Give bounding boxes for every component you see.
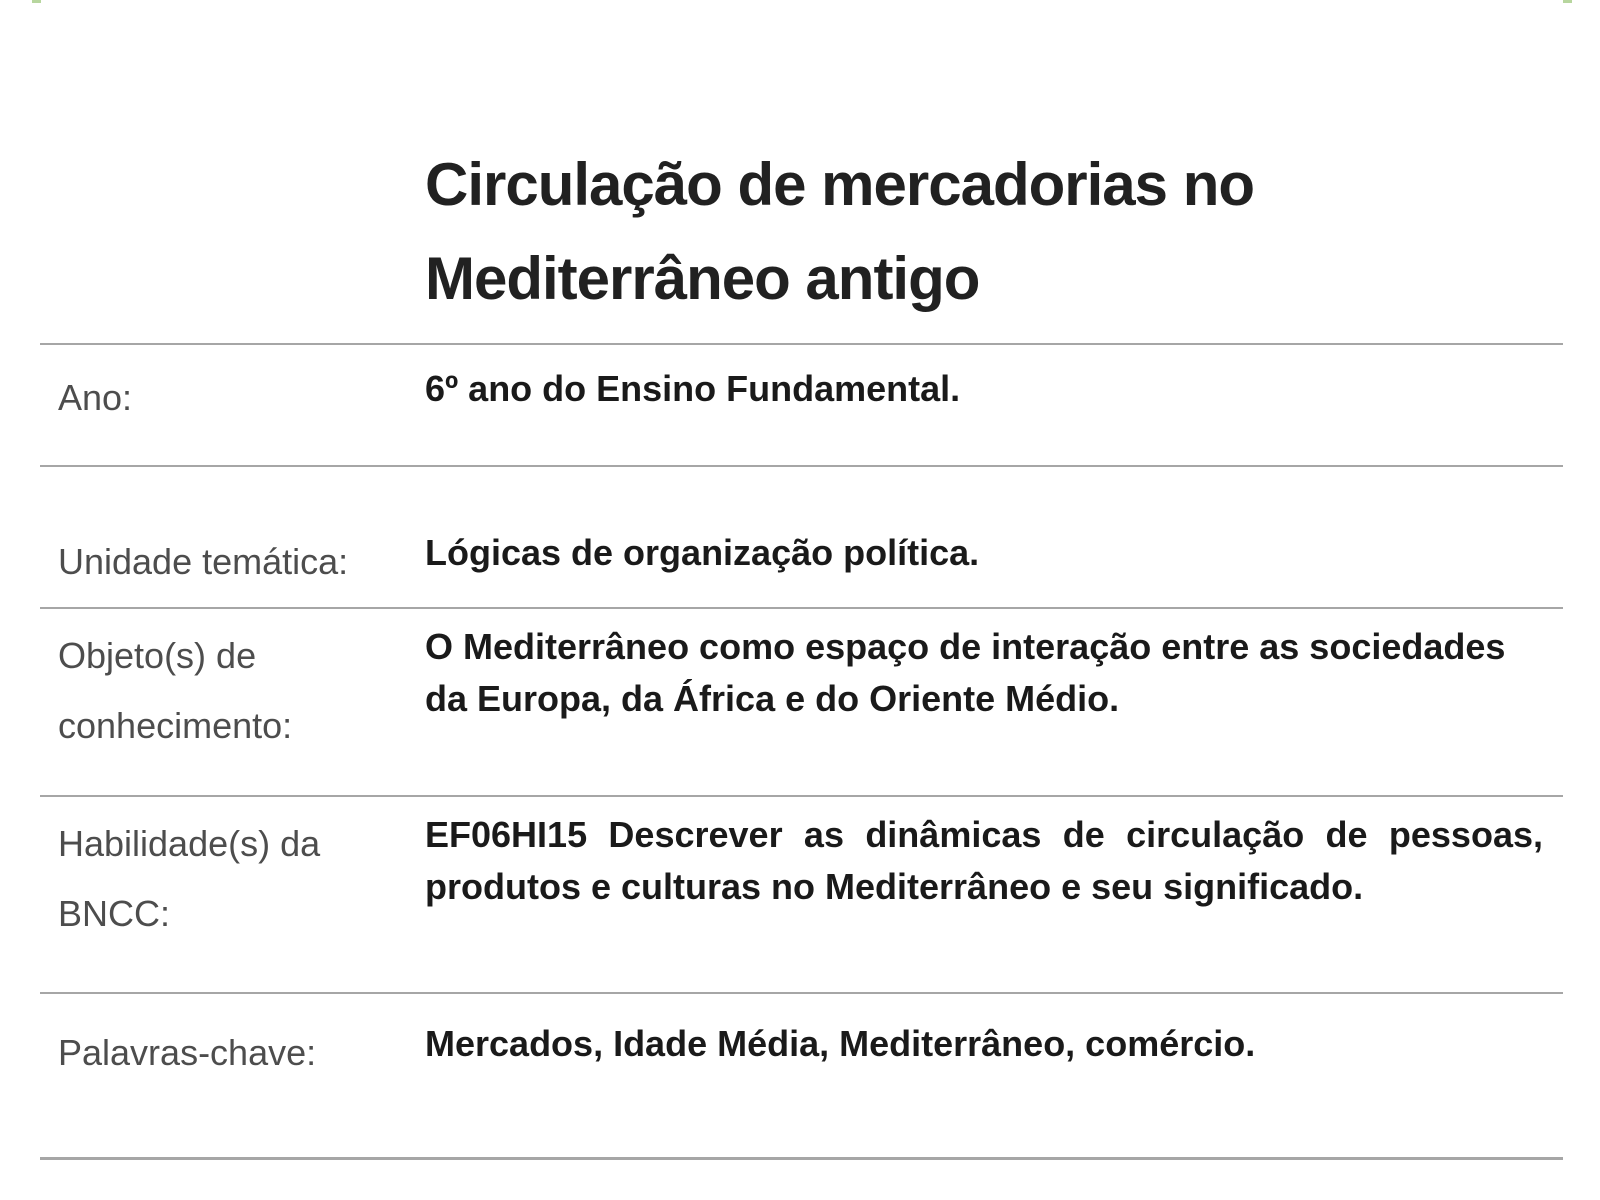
row-label-palavras-chave: Palavras-chave: [58,1032,317,1073]
table-row-unidade-tematica [40,465,1563,607]
row-label-habilidade-bncc: Habilidade(s) da BNCC: [58,823,321,934]
row-value-habilidade-bncc: EF06HI15 Descrever as dinâmicas de circulação de pessoas, produtos e culturas no Mediterrâneo e seu significado. [425,814,1543,907]
row-value-objeto-conhecimento: O Mediterrâneo como espaço de interação entre as sociedades da Europa, da África e do Oriente Médio. [425,626,1506,719]
table-row-palavras-chave [40,992,1563,1157]
row-label-unidade-tematica: Unidade temática: [58,541,349,582]
row-label-ano: Ano: [58,377,133,418]
row-value-ano: 6º ano do Ensino Fundamental. [425,368,961,409]
corner-artifact-left [32,0,41,3]
table-row-ano [40,343,1563,465]
corner-artifact-right [1563,0,1572,3]
row-label-objeto-conhecimento: Objeto(s) de conhecimento: [58,635,293,746]
table-row-objeto-conhecimento [40,607,1563,795]
lesson-info-table [40,343,1563,1160]
table-row-habilidade-bncc [40,795,1563,992]
row-value-palavras-chave: Mercados, Idade Média, Mediterrâneo, comércio. [425,1023,1256,1064]
row-value-unidade-tematica: Lógicas de organização política. [425,532,980,573]
page-title: Circulação de mercadorias no Mediterrâneo antigo [425,151,1254,313]
